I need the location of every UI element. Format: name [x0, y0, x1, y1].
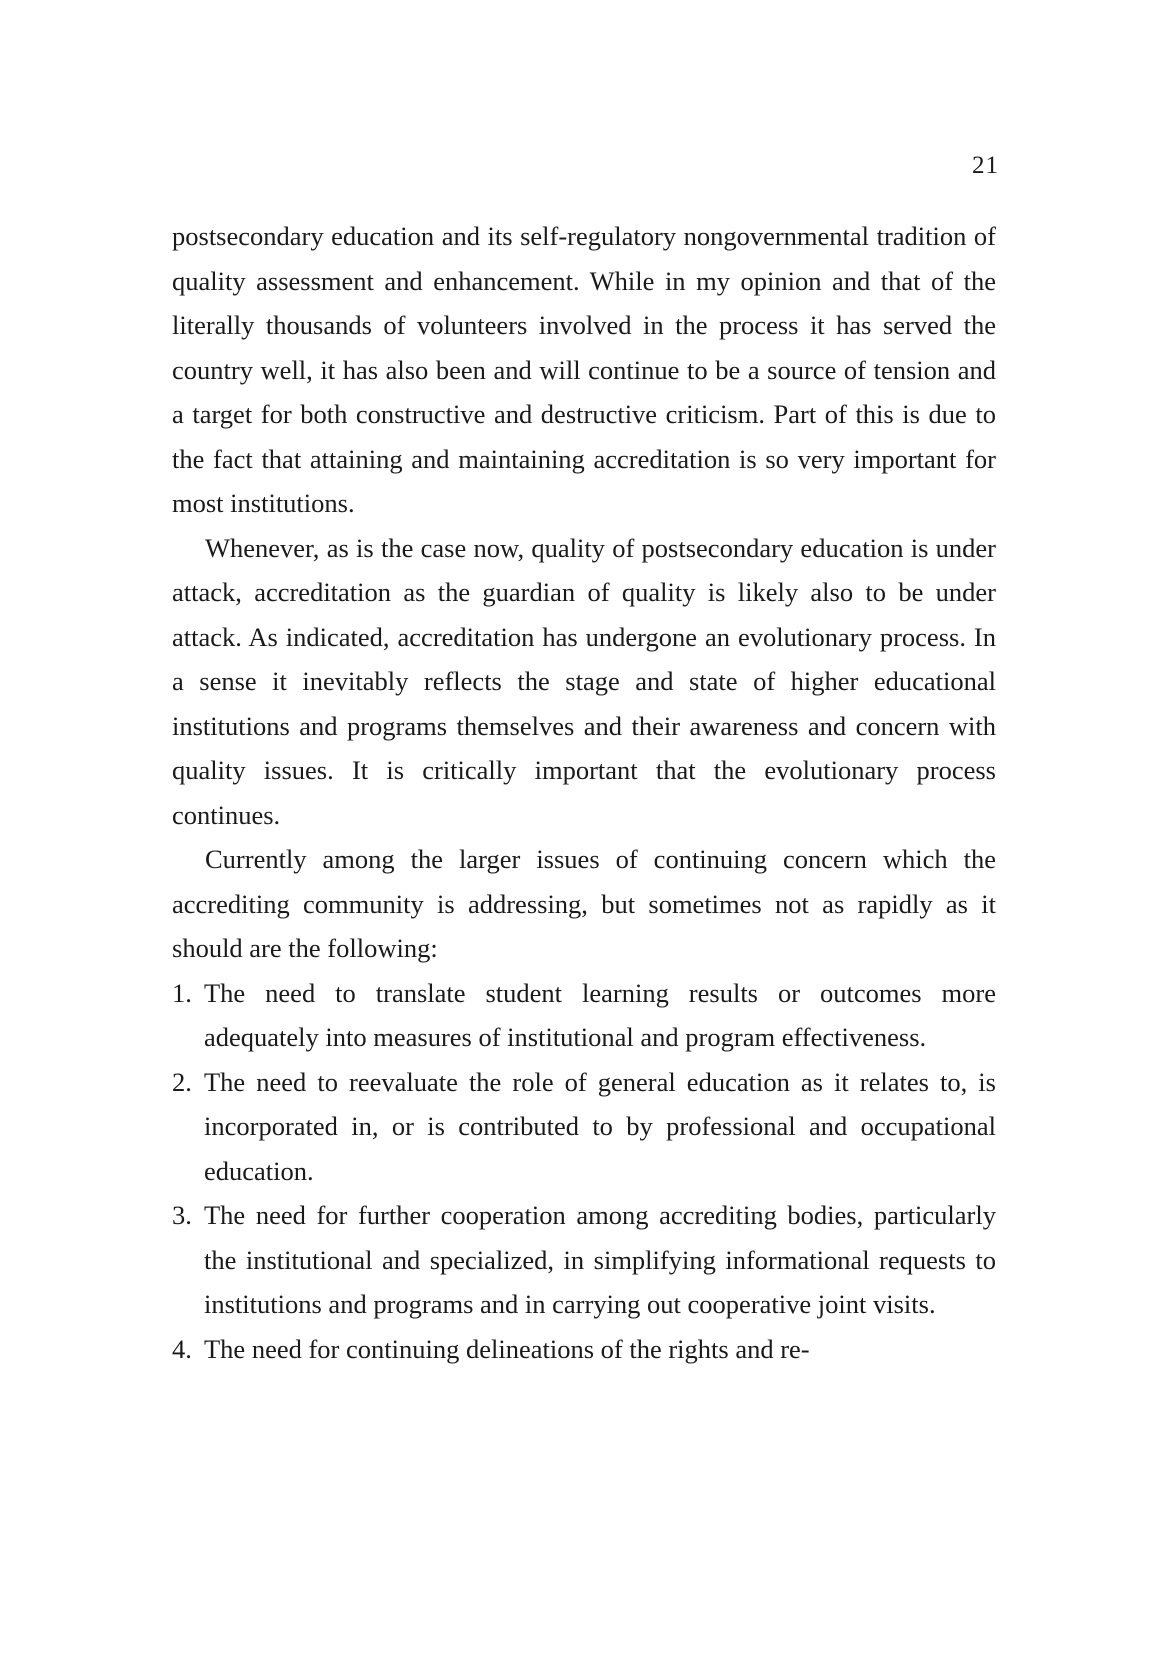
list-item-text: The need for continuing delineations of the rights and re-: [204, 1333, 810, 1364]
list-item-text: The need to translate student learning results or outcomes more adequately into measures of institutional and program effectiveness.: [204, 977, 996, 1052]
list-item-text: The need for further cooperation among accrediting bodies, particularly the institutional and specialized, in simplifying informational requests to institutions and programs and in carrying out cooperative joint visits.: [204, 1200, 996, 1319]
list-marker: 4.: [172, 1333, 192, 1364]
body-text: [172, 214, 996, 1371]
list-marker: 2.: [172, 1066, 192, 1097]
issues-list: [172, 971, 996, 1372]
list-item: [172, 971, 996, 1060]
page-number: 21: [972, 152, 999, 179]
list-item: [172, 1060, 996, 1194]
list-marker: 1.: [172, 977, 192, 1008]
list-item-text: The need to reevaluate the role of general education as it relates to, is incorporated in, or is contributed to by professional and occupational education.: [204, 1066, 996, 1186]
paragraph-accreditation-attack: Whenever, as is the case now, quality of postsecondary education is under attack, accreditation as the guardian of quality is likely also to be under attack. As indicated, accreditation has undergone an evolutionary process. In a sense it inevitably reflects the stage and state of higher educational institutions and programs themselves and their awareness and concern with quality issues. It is critically important that the evolutionary process continues.: [172, 532, 996, 830]
list-item: [172, 1193, 996, 1327]
list-item: [172, 1327, 996, 1372]
paragraph-continuation: postsecondary education and its self-regulatory nongovernmental tradition of quality assessment and enhancement. While in my opinion and that of the literally thousands of volunteers involved in the process it has served the country well, it has also been and will continue to be a source of tension and a target for both constructive and destructive criticism. Part of this is due to the fact that attaining and maintaining accreditation is so very important for most institutions.: [172, 221, 996, 518]
paragraph-current-issues: Currently among the larger issues of continuing concern which the accrediting community is addressing, but sometimes not as rapidly as it should are the following:: [172, 844, 996, 963]
list-marker: 3.: [172, 1200, 192, 1230]
